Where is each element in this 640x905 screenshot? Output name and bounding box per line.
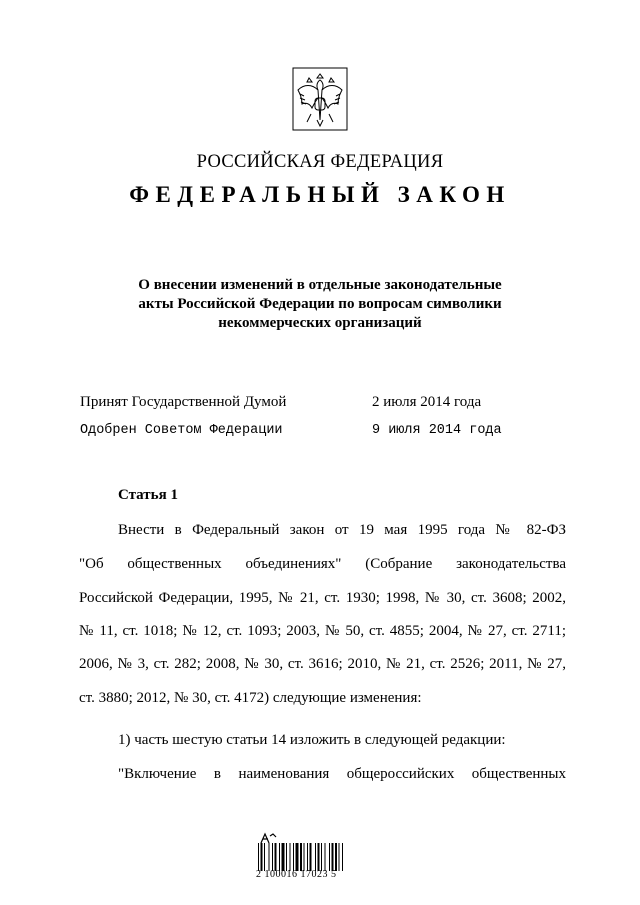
barcode-bar [310,843,312,871]
article-text-line: 1) часть шестую статьи 14 изложить в следующей редакции: [118,732,506,748]
document-type: ФЕДЕРАЛЬНЫЙ ЗАКОН [129,182,511,207]
article-text-line: "Об общественных объединениях" (Собрание законодательства [79,556,566,572]
article-text-line: "Включение в наименования общероссийских общественных [118,766,566,782]
law-title-line: акты Российской Федерации по вопросам символики [138,296,502,312]
barcode-bar [335,843,337,871]
article-text-line: Российской Федерации, 1995, № 21, ст. 1930; 1998, № 30, ст. 3608; 2002, [79,590,566,606]
barcode [258,843,382,871]
barcode-bar [300,843,302,871]
barcode-bar [304,843,305,871]
barcode-bar [272,843,273,871]
duma-adoption-date: 2 июля 2014 года [372,394,482,410]
barcode-number: 2 100016 17023 5 [256,869,337,880]
article-heading: Статья 1 [118,487,178,503]
barcode-bar [293,843,294,871]
barcode-bar [321,843,322,871]
council-approval-date: 9 июля 2014 года [372,423,502,438]
duma-adoption-label: Принят Государственной Думой [80,394,287,410]
barcode-bar [332,843,334,871]
coat-of-arms-emblem [287,62,353,134]
law-title-line: некоммерческих организаций [218,315,422,331]
barcode-bar [315,843,316,871]
barcode-bar [329,843,330,871]
article-text-line: 2006, № 3, ст. 282; 2008, № 30, ст. 3616; 2010, № 21, ст. 2526; 2011, № 27, [79,656,566,672]
barcode-bar [290,843,291,871]
barcode-bar [325,843,326,871]
barcode-bar [261,843,263,871]
article-text-line: № 11, ст. 1018; № 12, ст. 1093; 2003, № 50, ст. 4855; 2004, № 27, ст. 2711; [79,623,566,639]
barcode-bar [339,843,340,871]
law-title [110,276,530,333]
barcode-bar [318,843,320,871]
barcode-bar [296,843,299,871]
article-text-line: Внести в Федеральный закон от 19 мая 1995 года № 82-ФЗ [118,522,566,538]
article-text-line: ст. 3880; 2012, № 30, ст. 4172) следующие изменения: [79,690,422,706]
country-name: РОССИЙСКАЯ ФЕДЕРАЦИЯ [196,152,444,172]
barcode-bar [342,843,343,871]
barcode-bar [258,843,259,871]
barcode-bar [275,843,277,871]
barcode-bar [264,843,265,871]
barcode-bar [286,843,287,871]
barcode-bar [279,843,280,871]
barcode-bar [282,843,285,871]
law-title-line: О внесении изменений в отдельные законодательные [138,277,502,293]
council-approval-label: Одобрен Советом Федерации [80,423,283,438]
barcode-bar [307,843,308,871]
barcode-bar [269,843,270,871]
